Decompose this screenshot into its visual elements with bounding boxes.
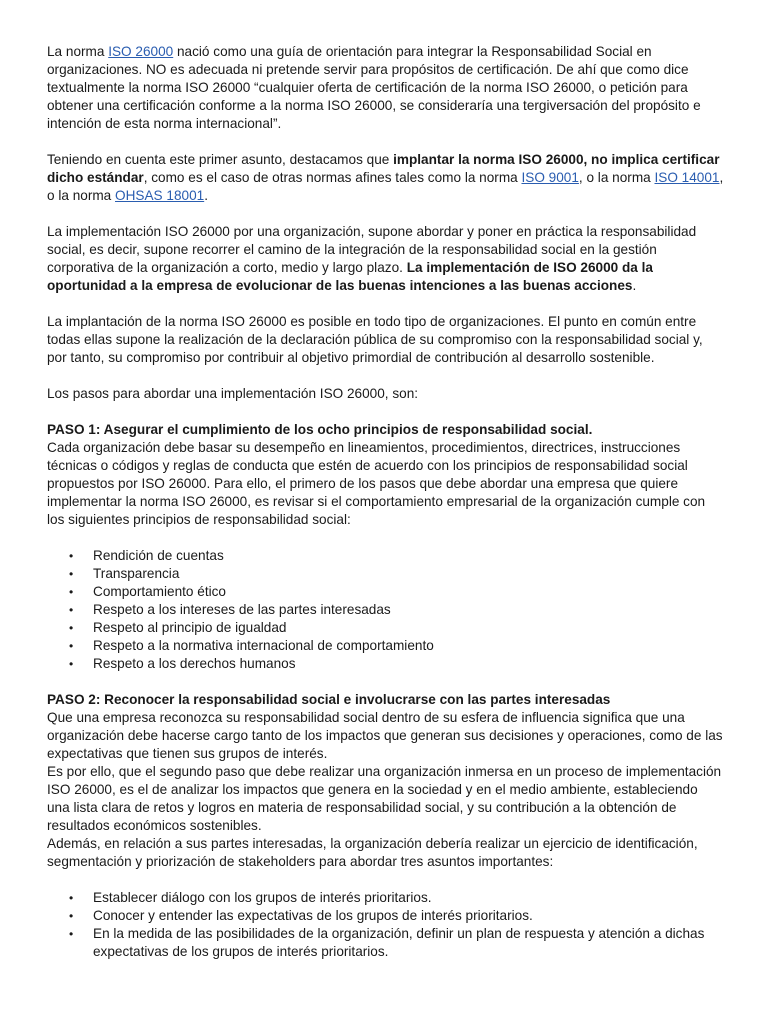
- link-iso-14001[interactable]: ISO 14001: [654, 170, 720, 185]
- list-item: • Establecer diálogo con los grupos de interés prioritarios.: [47, 889, 724, 907]
- paragraph-steps-intro: Los pasos para abordar una implementación ISO 26000, son:: [47, 386, 419, 401]
- list-item: • Rendición de cuentas: [47, 547, 724, 565]
- paso-2-body-1: Que una empresa reconozca su responsabilidad social dentro de su esfera de influencia significa que una organización debe hacerse cargo tanto de los impactos que generan sus decisiones y operaciones, como de las expectativas que tienen sus grupos de interés.: [47, 710, 723, 761]
- list-item: • Respeto al principio de igualdad: [47, 619, 724, 637]
- paso-2-heading: PASO 2: Reconocer la responsabilidad social e involucrarse con las partes interesadas: [47, 692, 611, 707]
- list-item: • Transparencia: [47, 565, 724, 583]
- paso-2-body-2: Es por ello, que el segundo paso que debe realizar una organización inmersa en un proceso de implementación ISO 26000, es el de analizar los impactos que genera en la sociedad y en el medio ambiente, estableciendo una lista clara de retos y logros en materia de responsabilidad social, y su contribución a la obtención de resultados económicos sostenibles.: [47, 764, 722, 833]
- link-iso-26000[interactable]: ISO 26000: [108, 44, 174, 59]
- list-item: • En la medida de las posibilidades de la organización, definir un plan de respuesta y atención a dichas expectativas de los grupos de interés prioritarios.: [47, 925, 724, 961]
- list-item: • Respeto a los derechos humanos: [47, 655, 724, 673]
- paso-1-heading: PASO 1: Asegurar el cumplimiento de los ocho principios de responsabilidad social.: [47, 422, 593, 437]
- link-iso-9001[interactable]: ISO 9001: [521, 170, 579, 185]
- list-item: • Conocer y entender las expectativas de los grupos de interés prioritarios.: [47, 907, 724, 925]
- paragraph-all-organizations: La implantación de la norma ISO 26000 es posible en todo tipo de organizaciones. El punto en común entre todas ellas supone la realización de la declaración pública de su compromiso con la responsabilidad social y, por tanto, su compromiso por contribuir al objetivo primordial de contribución al desarrollo sostenible.: [47, 314, 703, 365]
- paragraph-implementation: La implementación ISO 26000 por una organización, supone abordar y poner en práctica la responsabilidad social, es decir, supone recorrer el camino de la integración de la responsabilidad social en la gestión corporativa de la organización a corto, medio y largo plazo. La implementación de ISO 26000 da la oportunidad a la empresa de evolucionar de las buenas intenciones a las buenas acciones.: [47, 224, 697, 293]
- paso-1-body: Cada organización debe basar su desempeño en lineamientos, procedimientos, directrices, instrucciones técnicas o códigos y reglas de conducta que estén de acuerdo con los principios de responsabilidad social propuestos por ISO 26000. Para ello, el primero de los pasos que debe abordar una empresa que quiere implementar la norma ISO 26000, es revisar si el comportamiento empresarial de la organización cumple con los siguientes principios de responsabilidad social:: [47, 440, 706, 527]
- principles-list: [47, 547, 724, 673]
- list-item: • Respeto a la normativa internacional de comportamiento: [47, 637, 724, 655]
- link-ohsas-18001[interactable]: OHSAS 18001: [115, 188, 205, 203]
- paragraph-intro: La norma ISO 26000 nació como una guía de orientación para integrar la Responsabilidad Social en organizaciones. NO es adecuada ni pretende servir para propósitos de certificación. De ahí que como dice textualmente la norma ISO 26000 “cualquier oferta de certificación de la norma ISO 26000, o petición para obtener una certificación conforme a la norma ISO 26000, se consideraría una tergiversación del propósito e intención de esta norma internacional”.: [47, 44, 701, 131]
- paso-2-body-3: Además, en relación a sus partes interesadas, la organización debería realizar un ejercicio de identificación, segmentación y priorización de stakeholders para abordar tres asuntos importantes:: [47, 836, 698, 869]
- paragraph-certification: Teniendo en cuenta este primer asunto, destacamos que implantar la norma ISO 26000, no implica certificar dicho estándar, como es el caso de otras normas afines tales como la norma ISO 9001, o la norma ISO 14001, o la norma OHSAS 18001.: [47, 152, 724, 203]
- list-item: • Comportamiento ético: [47, 583, 724, 601]
- list-item: • Respeto a los intereses de las partes interesadas: [47, 601, 724, 619]
- stakeholder-tasks-list: [47, 889, 724, 961]
